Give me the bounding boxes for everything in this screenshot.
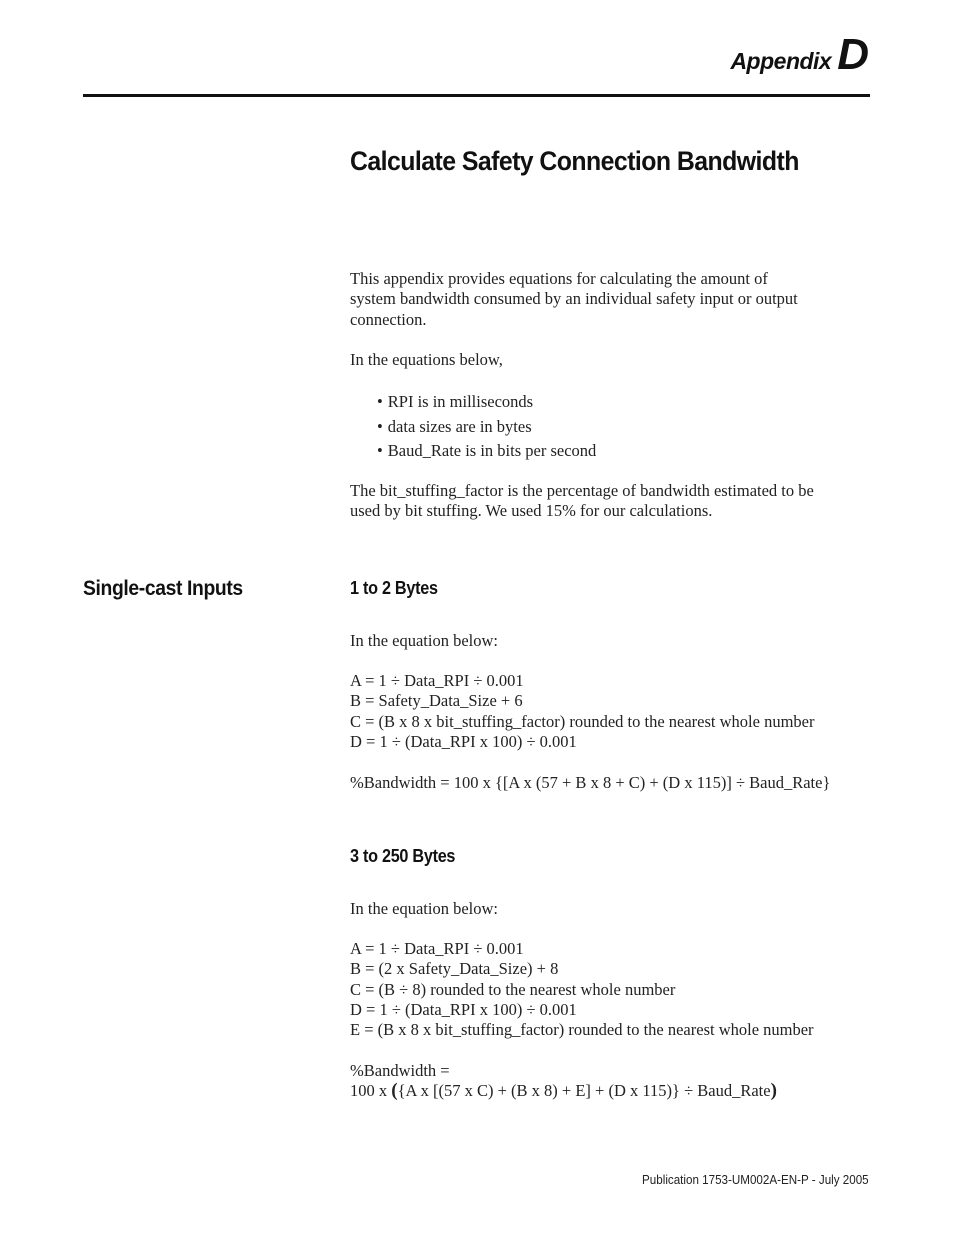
text-line: The bit_stuffing_factor is the percentage of bandwidth estimated to be <box>350 481 814 500</box>
sub2-formula <box>350 1061 880 1102</box>
list-item <box>377 415 857 440</box>
intro-paragraph-1 <box>350 269 875 330</box>
equation-line: D = 1 ÷ (Data_RPI x 100) ÷ 0.001 <box>350 999 577 1019</box>
subsection-heading-1: 1 to 2 Bytes <box>350 578 438 598</box>
list-item <box>377 439 857 464</box>
list-item <box>377 390 857 415</box>
appendix-header <box>730 30 869 80</box>
publication-footer: Publication 1753-UM002A-EN-P - July 2005 <box>642 1173 869 1187</box>
header-rule <box>83 94 870 97</box>
text-line: used by bit stuffing. We used 15% for our calculations. <box>350 501 713 521</box>
intro-paragraph-3 <box>350 481 880 522</box>
equation-line: B = (2 x Safety_Data_Size) + 8 <box>350 959 559 979</box>
equation-line: E = (B x 8 x bit_stuffing_factor) rounded to the nearest whole number <box>350 1020 814 1040</box>
bullet-icon: • <box>377 416 383 436</box>
formula-label: %Bandwidth = <box>350 1061 450 1080</box>
bullet-icon: • <box>377 441 383 460</box>
equation-line: D = 1 ÷ (Data_RPI x 100) ÷ 0.001 <box>350 731 577 751</box>
equation-line: C = (B ÷ 8) rounded to the nearest whole number <box>350 979 676 999</box>
appendix-word: Appendix <box>730 48 832 74</box>
sub2-lead: In the equation below: <box>350 899 499 918</box>
equation-line: A = 1 ÷ Data_RPI ÷ 0.001 <box>350 671 524 690</box>
formula-open-paren: ( <box>391 1080 398 1102</box>
subsection-heading-2: 3 to 250 Bytes <box>350 846 456 866</box>
bullet-text: RPI is in milliseconds <box>387 392 534 411</box>
bullet-text: data sizes are in bytes <box>387 416 532 436</box>
text-line: This appendix provides equations for calculating the amount of <box>350 269 768 288</box>
sub1-formula: %Bandwidth = 100 x {[A x (57 + B x 8 + C) + (D x 115)] ÷ Baud_Rate} <box>350 773 831 792</box>
text-line: system bandwidth consumed by an individual safety input or output <box>350 289 798 309</box>
equation-line: B = Safety_Data_Size + 6 <box>350 691 523 711</box>
intro-paragraph-2: In the equations below, <box>350 350 503 369</box>
formula-body: {A x [(57 x C) + (B x 8) + E] + (D x 115)} ÷ Baud_Rate <box>397 1081 771 1101</box>
bullet-text: Baud_Rate is in bits per second <box>387 441 597 460</box>
formula-expression <box>350 1081 880 1101</box>
page-title: Calculate Safety Connection Bandwidth <box>350 146 799 176</box>
bullet-list <box>377 390 857 464</box>
text-line: connection. <box>350 309 427 329</box>
appendix-letter: D <box>837 30 869 79</box>
formula-prefix: 100 x <box>350 1081 392 1101</box>
equation-line: A = 1 ÷ Data_RPI ÷ 0.001 <box>350 939 524 958</box>
bullet-icon: • <box>377 392 383 411</box>
sub1-definitions <box>350 671 880 752</box>
equation-line: C = (B x 8 x bit_stuffing_factor) rounded to the nearest whole number <box>350 711 815 731</box>
sub1-lead: In the equation below: <box>350 631 499 650</box>
formula-close-paren: ) <box>770 1080 777 1102</box>
sub2-definitions <box>350 939 880 1040</box>
section-heading: Single-cast Inputs <box>83 577 243 600</box>
